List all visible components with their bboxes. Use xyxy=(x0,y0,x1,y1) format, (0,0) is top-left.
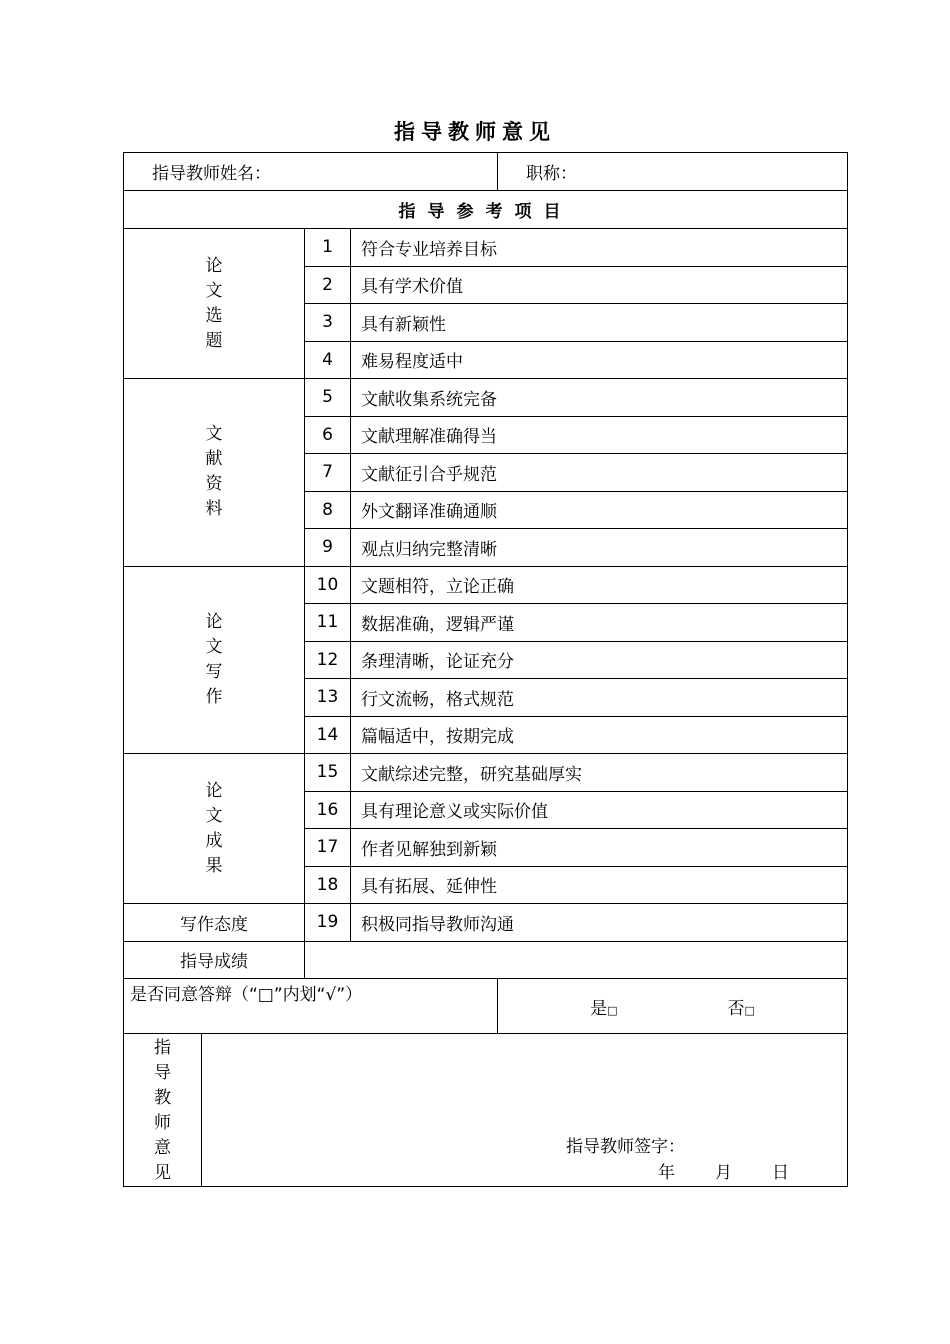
category-label xyxy=(124,379,305,567)
item-number: 8 xyxy=(305,491,351,529)
category-label-char: 果 xyxy=(205,855,223,876)
category-label-char: 资 xyxy=(205,474,223,495)
grade-label: 指导成绩 xyxy=(124,941,305,979)
item-number: 7 xyxy=(305,454,351,492)
item-text: 观点归纳完整清晰 xyxy=(351,529,848,567)
no-option[interactable] xyxy=(728,994,755,1019)
advisor-title-label: 职称： xyxy=(526,164,577,184)
item-text: 文献收集系统完备 xyxy=(351,379,848,417)
item-text: 外文翻译准确通顺 xyxy=(351,491,848,529)
category-label-char: 文 xyxy=(205,424,223,445)
category-label-char: 论 xyxy=(205,255,223,276)
attitude-row xyxy=(124,904,848,942)
reference-heading-row xyxy=(124,191,848,229)
reference-item-row xyxy=(124,379,848,417)
opinion-side-char: 导 xyxy=(154,1063,171,1083)
yes-option[interactable] xyxy=(590,994,617,1019)
opinion-side-char: 见 xyxy=(154,1163,171,1183)
defense-row xyxy=(124,979,848,1034)
category-label-char: 献 xyxy=(205,449,223,470)
category-label-char: 作 xyxy=(205,686,223,707)
item-number: 13 xyxy=(305,679,351,717)
category-label-char: 论 xyxy=(205,780,223,801)
item-number: 9 xyxy=(305,529,351,567)
category-label-char: 选 xyxy=(205,305,223,326)
item-text: 文献征引合乎规范 xyxy=(351,454,848,492)
item-number: 10 xyxy=(305,566,351,604)
item-text: 文题相符，立论正确 xyxy=(351,566,848,604)
item-number: 5 xyxy=(305,379,351,417)
category-label xyxy=(124,229,305,379)
opinion-side-char: 意 xyxy=(154,1138,171,1158)
opinion-side-char: 指 xyxy=(154,1038,171,1058)
item-text: 积极同指导教师沟通 xyxy=(351,904,848,942)
category-label-char: 成 xyxy=(205,830,223,851)
advisor-name-field[interactable] xyxy=(124,153,498,191)
item-number: 14 xyxy=(305,716,351,754)
advisor-title-field[interactable] xyxy=(498,153,848,191)
item-text: 难易程度适中 xyxy=(351,341,848,379)
item-text: 文献综述完整，研究基础厚实 xyxy=(351,754,848,792)
category-label-char: 文 xyxy=(205,805,223,826)
item-number: 11 xyxy=(305,604,351,642)
month-label: 月 xyxy=(715,1163,732,1183)
grade-field[interactable] xyxy=(305,941,848,979)
item-number: 12 xyxy=(305,641,351,679)
item-text: 具有学术价值 xyxy=(351,266,848,304)
category-label-char: 题 xyxy=(205,330,223,351)
category-label xyxy=(124,754,305,904)
opinion-side-label xyxy=(124,1034,202,1187)
category-label-char: 写 xyxy=(205,661,223,682)
item-number: 6 xyxy=(305,416,351,454)
item-text: 行文流畅，格式规范 xyxy=(351,679,848,717)
signature-date xyxy=(658,1158,829,1183)
item-text: 条理清晰，论证充分 xyxy=(351,641,848,679)
attitude-label: 写作态度 xyxy=(124,904,305,942)
item-text: 文献理解准确得当 xyxy=(351,416,848,454)
advisor-name-label: 指导教师姓名： xyxy=(152,164,271,184)
item-text: 篇幅适中，按期完成 xyxy=(351,716,848,754)
grade-row xyxy=(124,941,848,979)
reference-item-row xyxy=(124,229,848,267)
advisor-opinion-form xyxy=(123,152,848,1187)
item-number: 19 xyxy=(305,904,351,942)
item-number: 3 xyxy=(305,304,351,342)
opinion-text-area[interactable] xyxy=(202,1034,848,1187)
item-text: 数据准确，逻辑严谨 xyxy=(351,604,848,642)
defense-choice xyxy=(498,979,848,1034)
category-label xyxy=(124,566,305,754)
reference-heading: 指导参考项目 xyxy=(124,191,848,229)
opinion-row xyxy=(124,1034,848,1187)
opinion-side-char: 师 xyxy=(154,1113,171,1133)
year-label: 年 xyxy=(658,1163,675,1183)
day-label: 日 xyxy=(772,1163,789,1183)
defense-question-text: 是否同意答辩（“□”内划“√”） xyxy=(130,985,363,1005)
item-text: 作者见解独到新颖 xyxy=(351,829,848,867)
item-number: 17 xyxy=(305,829,351,867)
signature-label: 指导教师签字： xyxy=(566,1137,685,1157)
yes-label: 是 xyxy=(590,998,608,1019)
no-label: 否 xyxy=(727,998,745,1019)
item-text: 具有理论意义或实际价值 xyxy=(351,791,848,829)
item-number: 1 xyxy=(305,229,351,267)
reference-item-row xyxy=(124,566,848,604)
item-text: 具有新颖性 xyxy=(351,304,848,342)
category-label-char: 文 xyxy=(205,636,223,657)
no-checkbox[interactable]: □ xyxy=(744,1003,755,1017)
item-number: 18 xyxy=(305,866,351,904)
category-label-char: 论 xyxy=(205,611,223,632)
item-number: 4 xyxy=(305,341,351,379)
page-title: 指导教师意见 xyxy=(394,119,556,144)
item-number: 15 xyxy=(305,754,351,792)
item-text: 符合专业培养目标 xyxy=(351,229,848,267)
header-row xyxy=(124,153,848,191)
item-number: 16 xyxy=(305,791,351,829)
item-number: 2 xyxy=(305,266,351,304)
reference-item-row xyxy=(124,754,848,792)
item-text: 具有拓展、延伸性 xyxy=(351,866,848,904)
category-label-char: 料 xyxy=(205,499,223,520)
defense-question xyxy=(124,979,498,1034)
opinion-side-char: 教 xyxy=(154,1088,171,1108)
yes-checkbox[interactable]: □ xyxy=(607,1003,618,1017)
category-label-char: 文 xyxy=(205,280,223,301)
